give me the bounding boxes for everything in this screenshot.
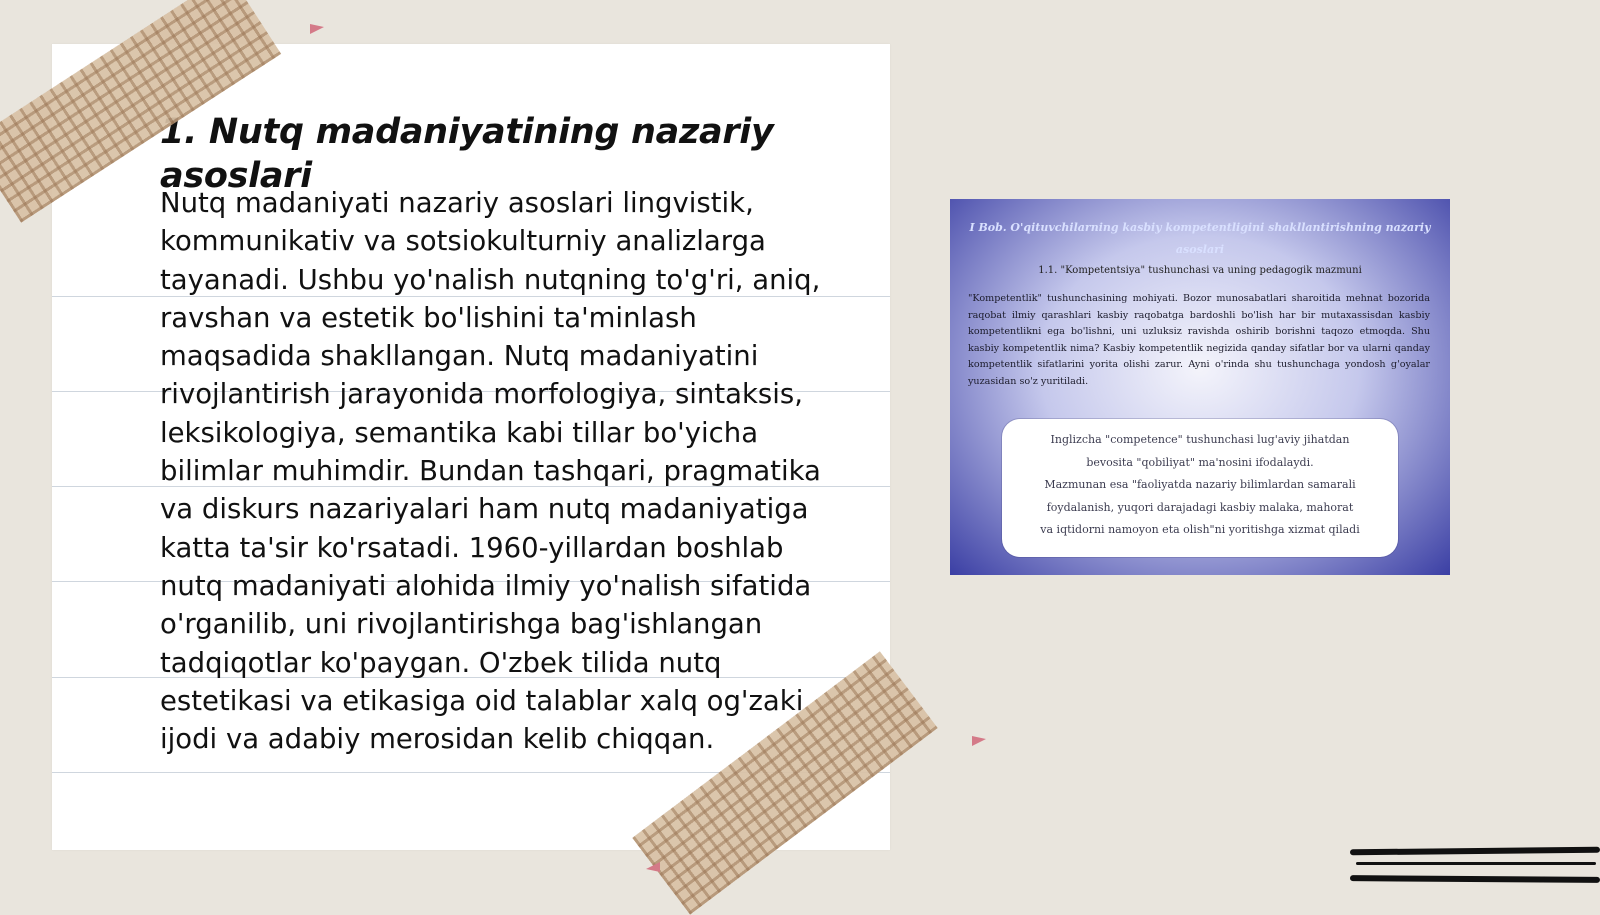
tape-corner-icon	[310, 24, 324, 34]
tape-corner-icon	[972, 736, 986, 746]
figure-box-line: Mazmunan esa "faoliyatda nazariy bilimlardan samarali	[1044, 478, 1356, 491]
decorative-brush-stroke	[1350, 847, 1600, 856]
figure-paragraph: "Kompetentlik" tushunchasining mohiyati. Bozor munosabatlari sharoitida mehnat bozorida raqobat ilmiy qarashlari kasbiy raqobatga bardoshli bo'lish har bir mutaxassisdan kasbiy kompetentlikni ega bo'lishni, uni uzluksiz ravishda oshirib borishni taqozo etmoqda. Shu kasbiy kompetentlik nima? Kasbiy kompetentlik negizida qanday sifatlar bor va ularni qanday kompetentlik sifatlarini yorita olishi zarur. Ayni o'rinda shu tushunchaga yondosh g'oyalar yuzasidan so'z yuritiladi.	[968, 293, 1430, 387]
decorative-brush-stroke	[1350, 875, 1600, 883]
figure-box-line: Inglizcha "competence" tushunchasi lug'aviy jihatdan	[1050, 433, 1350, 446]
slide-title: 1. Nutq madaniyatining nazariy asoslari	[160, 112, 774, 196]
figure-subheading: 1.1. "Kompetentsiya" tushunchasi va uning pedagogik mazmuni	[1038, 265, 1362, 276]
figure-definition-box	[1002, 419, 1398, 557]
figure-box-line: va iqtidorni namoyon eta olish"ni yoritishga xizmat qiladi	[1040, 523, 1360, 536]
slide-body-text: Nutq madaniyati nazariy asoslari lingvistik, kommunikativ va sotsiokulturniy analizlarga tayanadi. Ushbu yo'nalish nutqning to'g'ri, aniq, ravshan va estetik bo'lishini ta'minlash maqsadida shakllangan. Nutq madaniyatini rivojlantirish jarayonida morfologiya, sintaksis, leksikologiya, semantika kabi tillar bo'yicha bilimlar muhimdir. Bundan tashqari, pragmatika va diskurs nazariyalari ham nutq madaniyatiga katta ta'sir ko'rsatadi. 1960-yillardan boshlab nutq madaniyati alohida ilmiy yo'nalish sifatida o'rganilib, uni rivojlantirishga bag'ishlangan tadqiqotlar ko'paygan. O'zbek tilida nutq estetikasi va etikasiga oid talablar xalq og'zaki ijodi va adabiy merosidan kelib chiqqan.	[160, 187, 821, 756]
figure-box-line: foydalanish, yuqori darajadagi kasbiy malaka, mahorat	[1046, 500, 1354, 514]
figure-box-line: bevosita "qobiliyat" ma'nosini ifodalaydi.	[1086, 455, 1314, 469]
lined-paper-card	[52, 44, 890, 850]
textbook-page-image	[950, 199, 1450, 575]
decorative-brush-stroke	[1356, 862, 1596, 865]
figure-heading: I Bob. O'qituvchilarning kasbiy kompetentligini shakllantirishning nazariy asoslari	[969, 221, 1431, 256]
